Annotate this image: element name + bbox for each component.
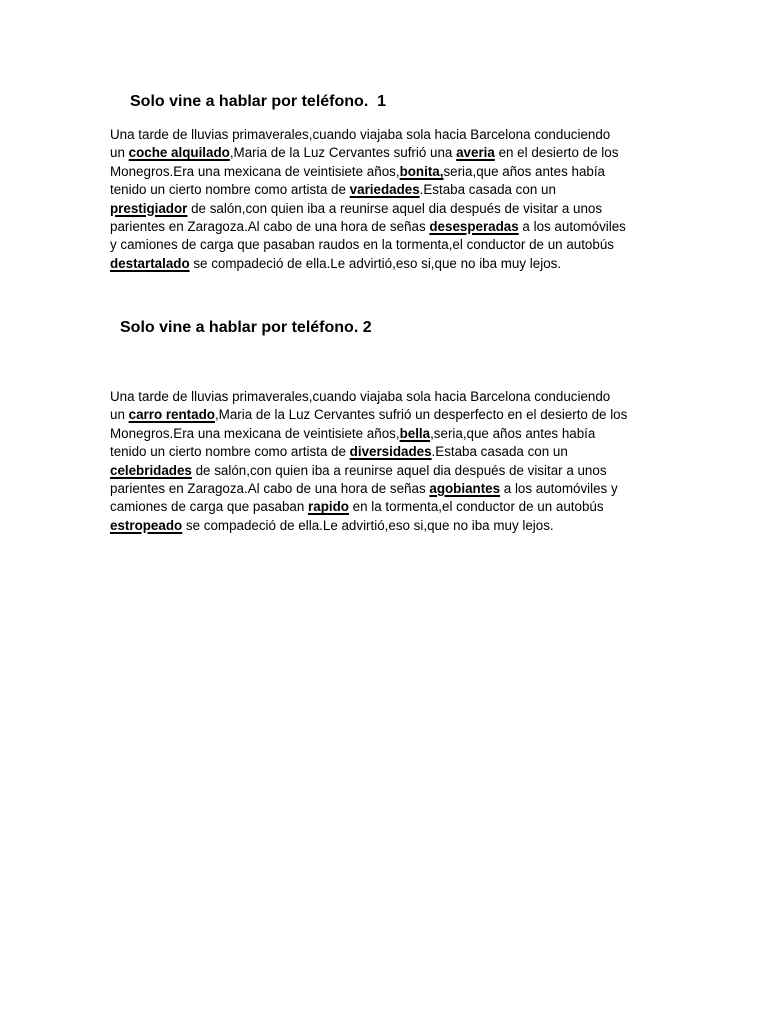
- paragraph-line: [110, 388, 670, 406]
- paragraph-line: [110, 406, 670, 424]
- text-segment: camiones de carga que pasaban: [110, 499, 309, 515]
- paragraph-line: [110, 181, 670, 199]
- highlighted-keyword: bella: [399, 425, 431, 441]
- highlighted-keyword: prestigiador: [110, 200, 188, 216]
- paragraph-line: [110, 462, 670, 480]
- text-segment: de salón,con quien iba a reunirse aquel dia después de visitar a unos: [191, 462, 607, 478]
- paragraph-line: [110, 517, 670, 535]
- text-segment: en el desierto de los: [494, 145, 619, 161]
- highlighted-keyword: variedades: [349, 182, 420, 198]
- paragraph-line: [110, 163, 670, 181]
- section-paragraph-1: [110, 126, 670, 273]
- section-title-1: Solo vine a hablar por teléfono. 1: [130, 93, 387, 110]
- paragraph-line: [110, 425, 670, 443]
- highlighted-keyword: celebridades: [110, 462, 192, 478]
- paragraph-line: [110, 200, 670, 218]
- paragraph-line: [110, 126, 670, 144]
- text-segment: Una tarde de lluvias primaverales,cuando viajaba sola hacia Barcelona conduciendo: [110, 127, 611, 142]
- highlighted-keyword: averia: [456, 145, 495, 161]
- paragraph-line: [110, 443, 670, 461]
- text-segment: un: [110, 407, 129, 423]
- highlighted-keyword: coche alquilado: [128, 145, 230, 161]
- text-segment: de salón,con quien iba a reunirse aquel dia después de visitar a unos: [187, 200, 603, 216]
- text-segment: Monegros.Era una mexicana de veintisiete años,: [110, 425, 400, 441]
- highlighted-keyword: destartalado: [110, 255, 190, 271]
- text-segment: a los automóviles: [518, 218, 626, 234]
- paragraph-line: [110, 144, 670, 162]
- text-segment: un: [110, 145, 129, 161]
- paragraph-line: [110, 236, 670, 254]
- text-segment: ,Maria de la Luz Cervantes sufrió un desperfecto en el desierto de los: [214, 407, 628, 423]
- text-segment: Monegros.Era una mexicana de veintisiete años,: [110, 163, 400, 179]
- text-segment: seria,que años antes había: [443, 163, 606, 179]
- text-segment: parientes en Zaragoza.Al cabo de una hora de señas: [110, 218, 430, 234]
- text-segment: se compadeció de ella.Le advirtió,eso si,que no iba muy lejos.: [182, 517, 554, 533]
- highlighted-keyword: carro rentado: [128, 407, 215, 423]
- highlighted-keyword: desesperadas: [429, 218, 519, 234]
- text-segment: se compadeció de ella.Le advirtió,eso si,que no iba muy lejos.: [189, 255, 562, 271]
- highlighted-keyword: rapido: [308, 499, 349, 515]
- text-segment: tenido un cierto nombre como artista de: [110, 444, 350, 460]
- paragraph-line: [110, 480, 670, 498]
- text-segment: .Estaba casada con un: [419, 182, 556, 198]
- paragraph-line: [110, 498, 670, 516]
- section-paragraph-2: [110, 388, 670, 535]
- highlighted-keyword: bonita,: [399, 163, 444, 179]
- text-segment: Una tarde de lluvias primaverales,cuando viajaba sola hacia Barcelona conduciendo: [110, 389, 611, 404]
- text-segment: parientes en Zaragoza.Al cabo de una hora de señas: [110, 480, 430, 496]
- text-segment: y camiones de carga que pasaban raudos en la tormenta,el conductor de un autobús: [110, 237, 614, 253]
- text-segment: a los automóviles y: [500, 480, 618, 496]
- highlighted-keyword: estropeado: [110, 517, 183, 533]
- text-segment: tenido un cierto nombre como artista de: [110, 182, 350, 198]
- highlighted-keyword: agobiantes: [429, 480, 501, 496]
- section-title-2: Solo vine a hablar por teléfono. 2: [120, 319, 372, 336]
- paragraph-line: [110, 255, 670, 273]
- text-segment: ,Maria de la Luz Cervantes sufrió una: [229, 145, 457, 161]
- paragraph-line: [110, 218, 670, 236]
- text-segment: en la tormenta,el conductor de un autobús: [348, 499, 604, 515]
- text-segment: .Estaba casada con un: [431, 444, 568, 460]
- text-segment: ,seria,que años antes había: [430, 425, 596, 441]
- highlighted-keyword: diversidades: [349, 444, 432, 460]
